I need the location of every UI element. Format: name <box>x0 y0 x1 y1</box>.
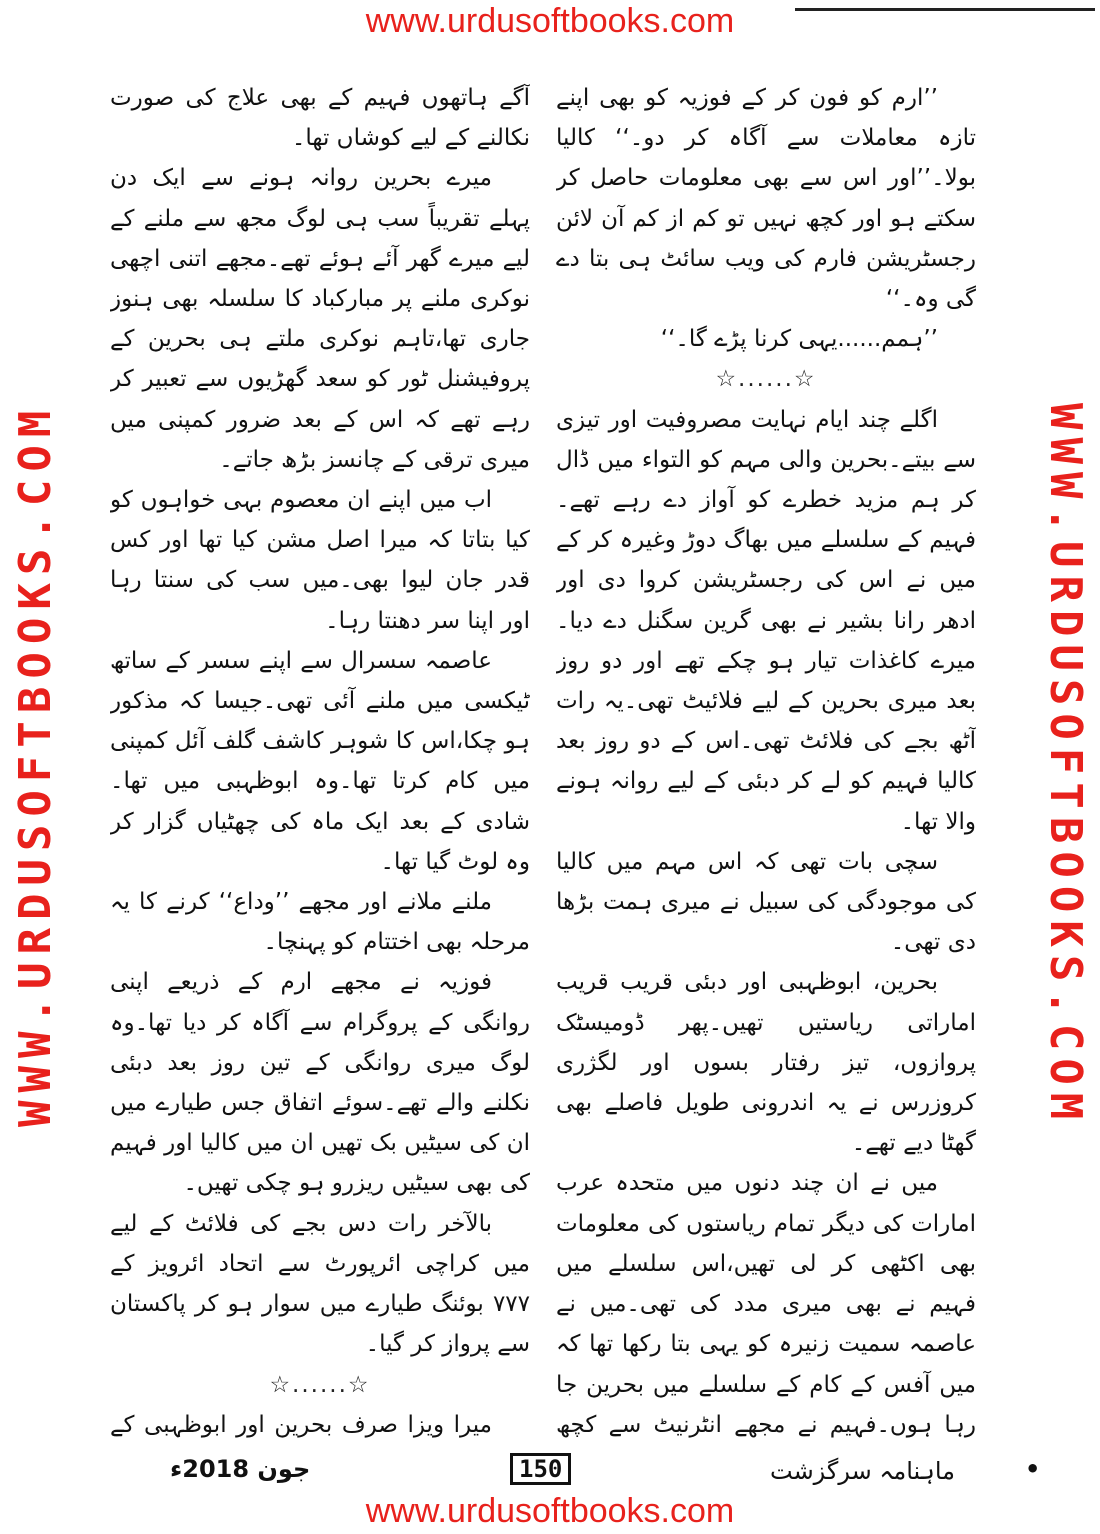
paragraph: عاصمہ سسرال سے اپنے سسر کے ساتھ ٹیکسی میں ملنے آئی تھی۔جیسا کہ مذکور ہو چکا،اس کا شوہر کاشف گلف آئل کمپنی میں کام کرتا تھا۔وہ ابوظہبی میں تھا۔شادی کے بعد ایک ماہ کی چھٹیاں گزار کر وہ لوٹ گیا تھا۔ <box>110 647 530 875</box>
section-divider: ☆......☆ <box>269 1371 371 1398</box>
paragraph: میرے بحرین روانہ ہونے سے ایک دن پہلے تقریباً سب ہی لوگ مجھ سے ملنے کے لیے میرے گھر آئے ہوئے تھے۔مجھے اتنی اچھی نوکری ملنے پر مبارکباد کا سلسلہ بھی ہنوز جاری تھا،تاہم نوکری ملتے ہی بحرین کے پروفیشنل ٹور کو سعد گھڑیوں سے تعبیر کر رہے تھے کہ اس کے بعد ضرور کمپنی میں میری ترقی کے چانسز بڑھ جاتے۔ <box>110 165 530 473</box>
paragraph: سچی بات تھی کہ اس مہم میں کالیا کی موجودگی کی سبیل نے میری ہمت بڑھا دی تھی۔ <box>556 848 976 956</box>
paragraph: ملنے ملانے اور مجھے ’’وداع‘‘ کرنے کا یہ مرحلہ بھی اختتام کو پہنچا۔ <box>110 889 530 956</box>
paragraph: بحرین، ابوظہبی اور دبئی قریب قریب اماراتی ریاستیں تھیں۔پھر ڈومیسٹک پروازوں، تیز رفتار بسوں اور لگژری کروزرس نے یہ اندرونی طویل فاصلے بھی گھٹا دیے تھے۔ <box>556 969 976 1157</box>
watermark-top-url[interactable]: www.urdusoftbooks.com <box>365 2 735 40</box>
paragraph: فوزیہ نے مجھے ارم کے ذریعے اپنی روانگی کے پروگرام سے آگاہ کر دیا تھا۔وہ لوگ میری روانگی کے تین روز بعد دبئی نکلنے والے تھے۔سوئے اتفاق جس طیارے میں ان کی سیٹیں بک تھیں ان میں کالیا اور فہیم کی بھی سیٹیں ریزرو ہو چکی تھیں۔ <box>110 969 530 1197</box>
paragraph: بالآخر رات دس بجے کی فلائٹ کے لیے میں کراچی ائرپورٹ سے اتحاد ائرویز کے ۷۷۷ بوئنگ طیارے میں سوار ہو کر پاکستان سے پرواز کر گیا۔ <box>110 1210 530 1358</box>
paragraph: میں نے ان چند دنوں میں متحدہ عرب امارات کی دیگر تمام ریاستوں کی معلومات بھی اکٹھی کر لی تھیں،اس سلسلے میں فہیم نے بھی میری مدد کی تھی۔میں نے عاصمہ سمیت زنیرہ کو یہی بتا رکھا تھا کہ میں آفس کے کام کے سلسلے میں بحرین جا رہا ہوں۔فہیم نے مجھے انٹرنیٹ سے کچھ <box>556 1170 976 1438</box>
page-footer <box>120 1453 1050 1487</box>
paragraph: اگلے چند ایام نہایت مصروفیت اور تیزی سے بیتے۔بحرین والی مہم کو التواء میں ڈال کر ہم مزید خطرے کو آواز دے رہے تھے۔فہیم کے سلسلے میں بھاگ دوڑ وغیرہ کر کے میں نے اس کی رجسٹریشن کروا دی اور ادھر رانا بشیر نے بھی گرین سگنل دے دیا۔میرے کاغذات تیار ہو چکے تھے اور دو روز بعد میری بحرین کے لیے فلائیٹ تھی۔یہ رات آٹھ بجے کی فلائٹ تھی۔اس کے دو روز بعد کالیا فہیم کو لے کر دبئی کے لیے روانہ ہونے والا تھا۔ <box>556 406 976 835</box>
footer-mark: • <box>1025 1455 1041 1483</box>
paragraph: آگے ہاتھوں فہیم کے بھی علاج کی صورت نکالنے کے لیے کوشاں تھا۔ <box>110 85 530 152</box>
watermark-bottom-url[interactable]: www.urdusoftbooks.com <box>365 1492 735 1530</box>
page-number: 150 <box>510 1453 571 1485</box>
section-divider: ☆......☆ <box>715 366 817 393</box>
paragraph: میرا ویزا صرف بحرین اور ابوظہبی کے <box>110 1411 492 1438</box>
right-column <box>556 78 976 1448</box>
watermark-side-right: WWW.URDUSOFTBOOKS.COM <box>1040 402 1091 1128</box>
watermark-side-left: WWW.URDUSOFTBOOKS.COM <box>10 402 61 1128</box>
paragraph: اب میں اپنے ان معصوم بہی خواہوں کو کیا بتاتا کہ میرا اصل مشن کیا تھا اور کس قدر جان لیوا بھی۔میں سب کی سنتا رہا اور اپنا سر دھنتا رہا۔ <box>110 487 530 634</box>
left-column <box>110 78 530 1448</box>
magazine-name: ماہنامہ سرگزشت <box>770 1457 956 1485</box>
issue-date: جون 2018ء <box>170 1455 311 1483</box>
paragraph: ’’ہمم......یہی کرنا پڑے گا۔‘‘ <box>660 326 938 353</box>
paragraph: ’’ارم کو فون کر کے فوزیہ کو بھی اپنے تازہ معاملات سے آگاہ کر دو۔‘‘ کالیا بولا۔’’اور اس سے بھی معلومات حاصل کر سکتے ہو اور کچھ نہیں تو کم از کم آن لائن رجسٹریشن فارم کی ویب سائٹ ہی بتا دے گی وہ۔‘‘ <box>556 85 976 313</box>
